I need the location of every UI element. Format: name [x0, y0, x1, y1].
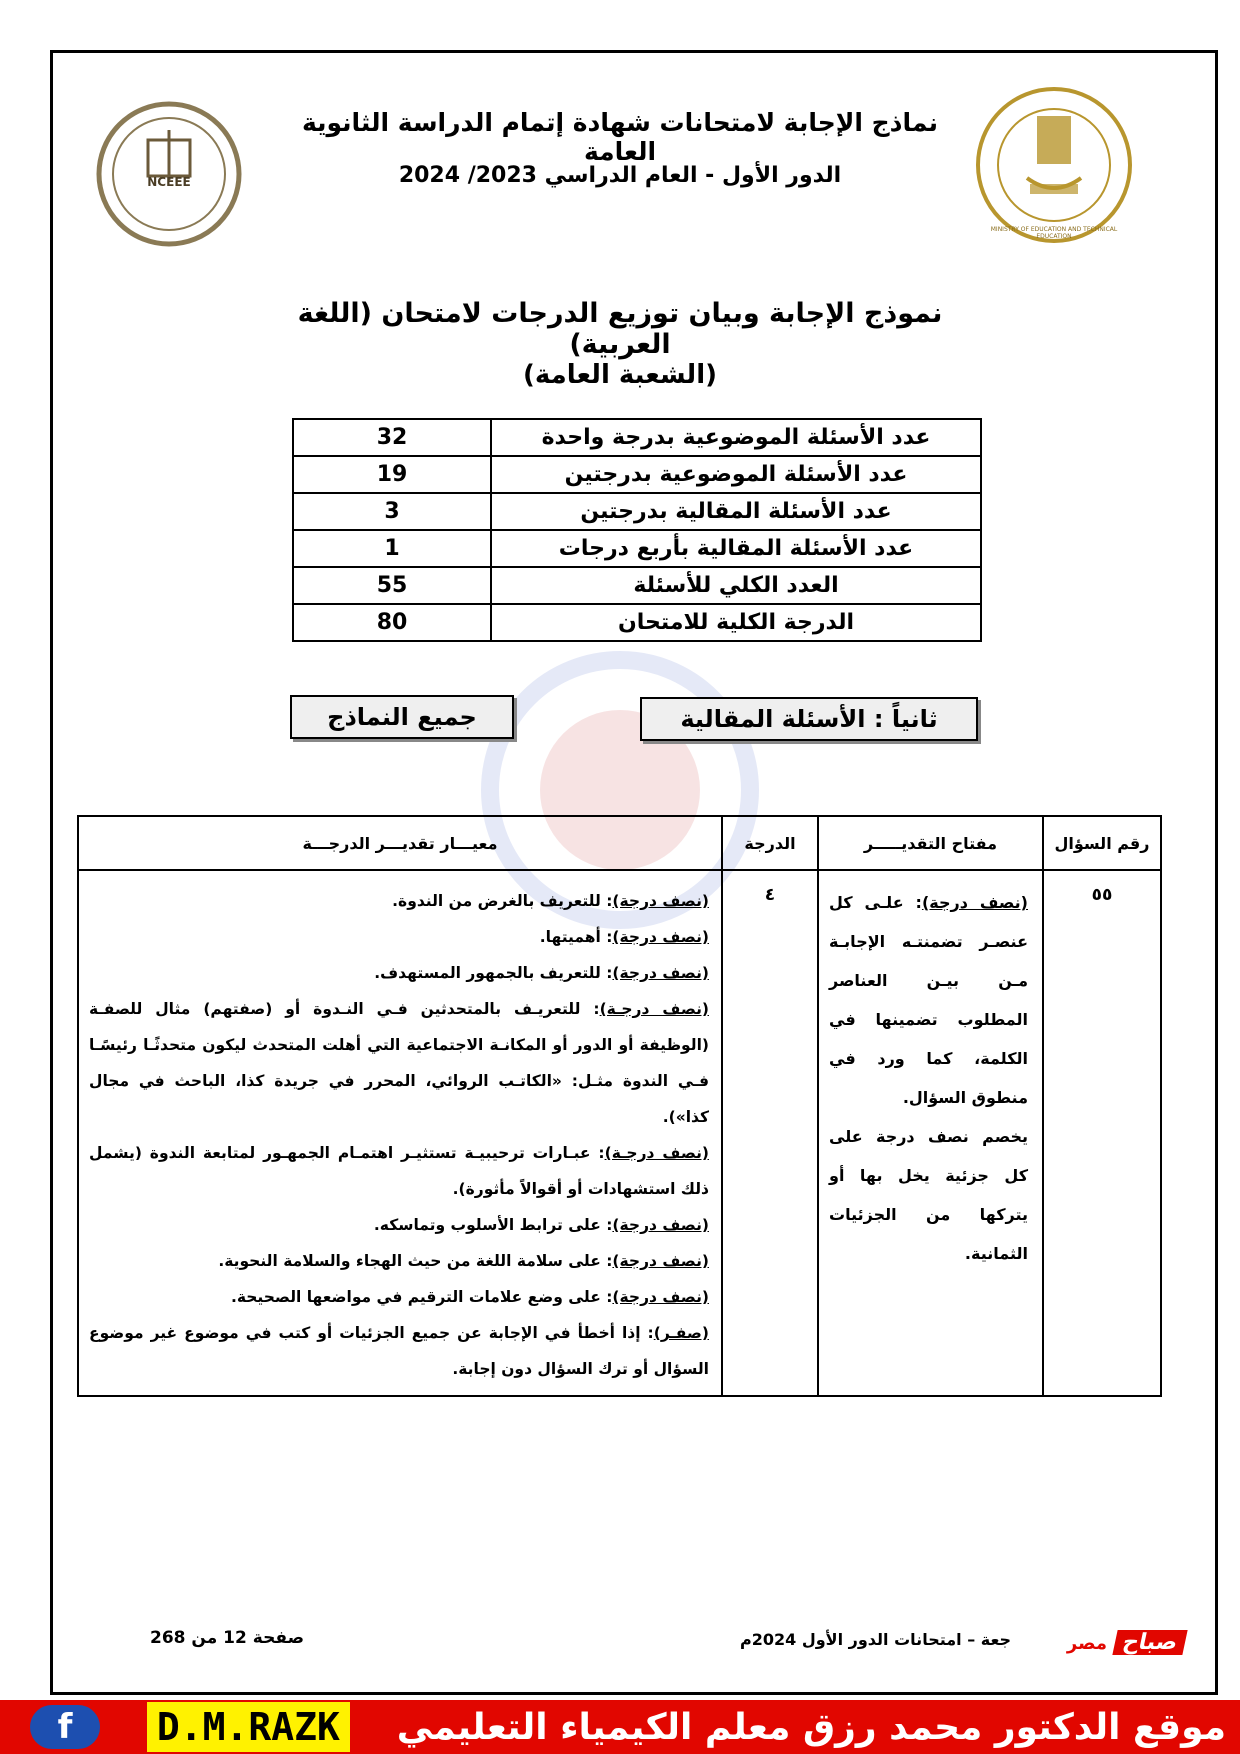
summary-label: عدد الأسئلة الموضوعية بدرجتين: [491, 456, 981, 493]
summary-row: [293, 419, 981, 456]
criterion-tag: (نصف درجة): [612, 892, 709, 910]
models-label: جميع النماذج: [290, 695, 514, 739]
criterion: [89, 991, 709, 1135]
page-total: 268: [150, 1628, 186, 1648]
summary-row: [293, 493, 981, 530]
page-of: من: [191, 1628, 218, 1648]
criterion-text: : إذا أخطأ في الإجابة عن جميع الجزئيات أو كتب في موضوع غير موضوع السؤال أو ترك السؤال دون إجابة.: [89, 1324, 709, 1378]
section-label: ثانياً : الأسئلة المقالية: [640, 697, 978, 741]
summary-row: [293, 604, 981, 641]
nceee-logo-text: NCEEE: [147, 175, 191, 189]
header-question-no: رقم السؤال: [1043, 816, 1161, 870]
criterion-text: : للتعريـف بالمتحدثين فـي النـدوة أو (صفتهم) مثال للصفـة (الوظيفة أو الدور أو المكانـة الاجتماعية التي أهلت المتحدث ليكون متحدثًـا رئيسًـا فـي الندوة مثـل: «الكاتـب الروائي، المحرر في جريدة كذا، الباحث في مجال كذا»).: [89, 1000, 709, 1126]
key-tag: (نصف درجة): [921, 893, 1028, 912]
summary-label: عدد الأسئلة المقالية بدرجتين: [491, 493, 981, 530]
criterion-tag: (نصف درجة): [612, 928, 709, 946]
criterion-tag: (نصف درجة): [612, 1216, 709, 1234]
criterion-text: : على ترابط الأسلوب وتماسكه.: [373, 1216, 613, 1234]
criterion-text: : على سلامة اللغة من حيث الهجاء والسلامة النحوية.: [218, 1252, 613, 1270]
criterion-tag: (نصف درجـة): [604, 1144, 709, 1162]
brand-sub: مصر: [1066, 1633, 1107, 1654]
brand-main: صباح: [1112, 1630, 1188, 1655]
header-grade: الدرجة: [722, 816, 818, 870]
question-grade: ٤: [722, 870, 818, 1396]
key-text-2: يخصم نصف درجة على كل جزئية يخل بها أو يتركها من الجزئيات الثمانية.: [829, 1127, 1028, 1263]
key-text: : علـى كل عنصـر تضمنتـه الإجابـة مـن بيـن العناصر المطلوب تضمينها في الكلمة، كما ورد في منطوق السؤال.: [829, 893, 1028, 1107]
summary-value: 3: [293, 493, 491, 530]
page-current: 12: [223, 1628, 247, 1648]
grading-criteria: [78, 870, 722, 1396]
criterion: [89, 1243, 709, 1279]
criterion-tag: (نصف درجة): [612, 1252, 709, 1270]
summary-value: 80: [293, 604, 491, 641]
summary-label: الدرجة الكلية للامتحان: [491, 604, 981, 641]
criterion-tag: (نصف درجـة): [599, 1000, 709, 1018]
summary-value: 19: [293, 456, 491, 493]
criterion-text: : على وضع علامات الترقيم في مواضعها الصحيحة.: [230, 1288, 613, 1306]
answer-table: [77, 815, 1162, 1397]
summary-table: [292, 418, 982, 642]
page-subtitle: (الشعبة العامة): [523, 360, 717, 390]
brand-logo[interactable]: [985, 1630, 1185, 1666]
footer-exam-text: جعة – امتحانات الدور الأول 2024م: [740, 1630, 1012, 1649]
criterion: [89, 883, 709, 919]
answer-key: [818, 870, 1043, 1396]
page-word: صفحة: [252, 1628, 304, 1648]
criterion-text: : للتعريف بالغرض من الندوة.: [392, 892, 613, 910]
summary-row: [293, 456, 981, 493]
criterion: [89, 1207, 709, 1243]
summary-value: 32: [293, 419, 491, 456]
summary-value: 1: [293, 530, 491, 567]
summary-label: عدد الأسئلة المقالية بأربع درجات: [491, 530, 981, 567]
criterion: [89, 1279, 709, 1315]
banner-text: موقع الدكتور محمد رزق معلم الكيمياء التعليمي: [396, 1706, 1226, 1748]
criterion-tag: (صفـر): [653, 1324, 709, 1342]
header-line-2: الدور الأول - العام الدراسي 2023/ 2024: [398, 163, 842, 188]
page-title: نموذج الإجابة وبيان توزيع الدرجات لامتحان (اللغة العربية): [297, 298, 943, 360]
criterion: [89, 955, 709, 991]
criterion: [89, 1315, 709, 1387]
ministry-logo: [975, 86, 1133, 244]
nceee-logo: [90, 100, 248, 248]
summary-row: [293, 567, 981, 604]
summary-label: عدد الأسئلة الموضوعية بدرجة واحدة: [491, 419, 981, 456]
summary-value: 55: [293, 567, 491, 604]
banner-brand: D.M.RAZK: [147, 1702, 350, 1752]
answer-header-row: [78, 816, 1161, 870]
header-criteria: معيـــار تقديـــر الدرجـــة: [78, 816, 722, 870]
criterion-text: : أهميتها.: [539, 928, 613, 946]
question-number: ٥٥: [1043, 870, 1161, 1396]
answer-row: [78, 870, 1161, 1396]
summary-label: العدد الكلي للأسئلة: [491, 567, 981, 604]
facebook-icon[interactable]: f: [30, 1705, 100, 1749]
ministry-logo-text: MINISTRY OF EDUCATION AND TECHNICAL EDUCATION: [990, 226, 1118, 240]
criterion-tag: (نصف درجة): [612, 1288, 709, 1306]
criterion-text: : عبـارات ترحيبيـة تستثيـر اهتمـام الجمهـور لمتابعة الندوة (يشمل ذلك استشهادات أو أقوالاً مأثورة).: [89, 1144, 709, 1198]
criterion: [89, 919, 709, 955]
summary-row: [293, 530, 981, 567]
page-number: [150, 1628, 304, 1648]
criterion: [89, 1135, 709, 1207]
criterion-tag: (نصف درجة): [612, 964, 709, 982]
header-key: مفتاح التقديـــــر: [818, 816, 1043, 870]
bottom-banner[interactable]: [0, 1700, 1240, 1754]
criterion-text: : للتعريف بالجمهور المستهدف.: [374, 964, 613, 982]
header-line-1: نماذج الإجابة لامتحانات شهادة إتمام الدراسة الثانوية العامة: [301, 108, 939, 166]
